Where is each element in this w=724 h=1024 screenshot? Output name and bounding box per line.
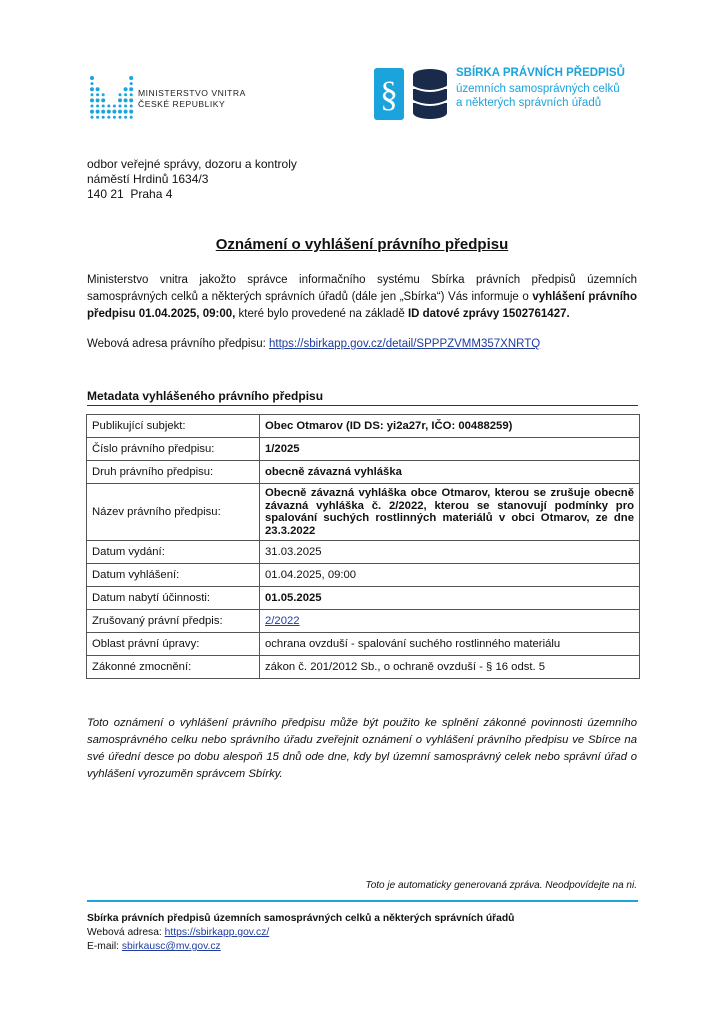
ministry-line1: MINISTERSTVO VNITRA	[138, 88, 246, 98]
row-key: Název právního předpisu:	[87, 484, 260, 541]
logo-dot	[91, 105, 94, 108]
sbirka-sub-line1: územních samosprávných celků	[456, 83, 620, 95]
logo-dot	[102, 93, 105, 96]
row-key: Publikující subjekt:	[87, 415, 260, 438]
regulation-url-link[interactable]: https://sbirkapp.gov.cz/detail/SPPPZVMM357XNRTQ	[268, 338, 541, 350]
row-value: 01.04.2025, 09:00	[260, 564, 640, 587]
logo-dot	[96, 116, 99, 119]
table-row	[87, 484, 640, 541]
row-key: Zákonné zmocnění:	[87, 656, 260, 679]
regulation-url-label: Webová adresa právního předpisu:	[87, 338, 269, 350]
ministry-name	[138, 88, 246, 110]
intro-bold-2: ID datové zprávy 1502761427.	[407, 308, 570, 320]
logo-dot	[101, 110, 105, 114]
logo-dot	[130, 116, 133, 119]
logo-dot	[124, 116, 127, 119]
row-value: ochrana ovzduší - spalování suchého rostlinného materiálu	[260, 633, 640, 656]
document-title: Oznámení o vyhlášení právního předpisu	[215, 236, 509, 253]
logo-dot	[129, 98, 133, 102]
row-value: Obecně závazná vyhláška obce Otmarov, kterou se zrušuje obecně závazná vyhláška č. 2/2022, kterou se stanovují podmínky pro spalování suchých rostlinných materiálů v obci Otmarov, ze dne 23.3.2022	[260, 484, 640, 541]
footer-web-label: Webová adresa:	[87, 927, 165, 938]
logo-dot	[102, 105, 105, 108]
row-value: 31.03.2025	[260, 541, 640, 564]
footer-email-link[interactable]: sbirkausc@mv.gov.cz	[121, 941, 221, 952]
row-key: Datum vyhlášení:	[87, 564, 260, 587]
logo-dot	[124, 110, 128, 114]
row-key: Číslo právního předpisu:	[87, 438, 260, 461]
footer-title: Sbírka právních předpisů územních samosprávných celků a některých správních úřadů	[87, 913, 515, 924]
logo-dot	[96, 98, 100, 102]
auto-generated-note: Toto je automaticky generovaná zpráva. Neodpovídejte na ni.	[365, 880, 637, 891]
logo-dot	[91, 93, 94, 96]
logo-dot	[107, 110, 111, 114]
row-value	[260, 610, 640, 633]
logo-dot	[130, 82, 133, 85]
metadata-heading: Metadata vyhlášeného právního předpisu	[87, 389, 324, 403]
row-value: zákon č. 201/2012 Sb., o ochraně ovzduší - § 16 odst. 5	[260, 656, 640, 679]
sbirka-subtitle	[456, 83, 620, 110]
svg-text:§: §	[380, 74, 398, 114]
table-row	[87, 541, 640, 564]
table-row	[87, 415, 640, 438]
row-value: obecně závazná vyhláška	[260, 461, 640, 484]
address-line1: odbor veřejné správy, dozoru a kontroly	[87, 157, 297, 171]
logo-dot	[96, 87, 100, 91]
sbirka-sub-line2: a některých správních úřadů	[456, 96, 602, 109]
intro-text-1: Ministerstvo vnitra jakožto správce informačního systému Sbírka právních předpisů územních samosprávných celků a některých správních úřadů (dále jen „Sbírka“) Vás informuje o	[87, 274, 637, 303]
table-row	[87, 587, 640, 610]
logo-dot	[113, 105, 116, 108]
logo-dot	[96, 110, 100, 114]
logo-dot	[119, 105, 122, 108]
heading-divider	[87, 405, 638, 406]
logo-dot	[119, 116, 122, 119]
row-value: 01.05.2025	[260, 587, 640, 610]
logo-dot	[118, 98, 122, 102]
row-value: Obec Otmarov (ID DS: yi2a27r, IČO: 00488259)	[260, 415, 640, 438]
table-row	[87, 610, 640, 633]
row-value: 1/2025	[260, 438, 640, 461]
logo-dot	[124, 105, 127, 108]
table-row	[87, 656, 640, 679]
footer-email	[87, 940, 514, 954]
logo-dot	[113, 116, 116, 119]
logo-dot	[91, 116, 94, 119]
intro-text-2: které bylo provedené na základě	[235, 308, 408, 320]
logo-dot	[124, 98, 128, 102]
sbirka-logo-icon	[372, 66, 452, 124]
logo-dot	[90, 110, 94, 114]
logo-dot	[129, 76, 133, 80]
logo-dot	[124, 93, 127, 96]
logo-dot	[129, 87, 133, 91]
row-key: Oblast právní úpravy:	[87, 633, 260, 656]
intro-paragraph	[87, 272, 637, 323]
address-line2: náměstí Hrdinů 1634/3	[87, 172, 209, 186]
row-key: Datum vydání:	[87, 541, 260, 564]
metadata-table	[86, 414, 640, 679]
sbirka-title: SBÍRKA PRÁVNÍCH PŘEDPISŮ	[456, 67, 625, 79]
intro-bold-1: vyhlášení právního předpisu 01.04.2025, 09:00,	[87, 291, 637, 320]
footer-email-label: E-mail:	[87, 941, 122, 952]
logo-dot	[119, 93, 122, 96]
regulation-url-line	[87, 338, 540, 350]
logo-dot	[124, 87, 128, 91]
table-row	[87, 438, 640, 461]
logo-dot	[101, 98, 105, 102]
logo-dot	[96, 105, 99, 108]
table-row	[87, 564, 640, 587]
logo-dot	[102, 116, 105, 119]
logo-dot	[129, 110, 133, 114]
logo-dot	[112, 110, 116, 114]
logo-dot	[91, 82, 94, 85]
row-key: Zrušovaný právní předpis:	[87, 610, 260, 633]
address-line3: 140 21 Praha 4	[87, 187, 173, 201]
table-row	[87, 633, 640, 656]
row-key: Druh právního předpisu:	[87, 461, 260, 484]
sender-address	[87, 157, 297, 202]
footer-web-link[interactable]: https://sbirkapp.gov.cz/	[164, 927, 270, 938]
row-key: Datum nabytí účinnosti:	[87, 587, 260, 610]
logo-dot	[107, 105, 110, 108]
logo-dot	[90, 98, 94, 102]
table-row	[87, 461, 640, 484]
logo-dot	[130, 105, 133, 108]
logo-dot	[107, 116, 110, 119]
usage-note: Toto oznámení o vyhlášení právního předpisu může být použito ke splnění zákonné povinnosti územního samosprávného celku nebo správního úřadu zveřejnit oznámení o vyhlášení právního předpisu ve Sbírce na své úřední desce po dobu alespoň 15 dnů ode dne, kdy byl územní samosprávný celek nebo správní úřad o vyhlášení vyrozuměn správcem Sbírky.	[87, 717, 637, 780]
footer	[87, 912, 514, 954]
logo-dot	[90, 87, 94, 91]
repealed-regulation-link[interactable]: 2/2022	[265, 615, 300, 627]
logo-dot	[118, 110, 122, 114]
logo-dot	[90, 76, 94, 80]
logo-dot	[96, 93, 99, 96]
ministry-line2: ČESKÉ REPUBLIKY	[138, 99, 226, 109]
logo-dot	[130, 93, 133, 96]
footer-web	[87, 926, 514, 940]
footer-divider	[87, 900, 638, 902]
